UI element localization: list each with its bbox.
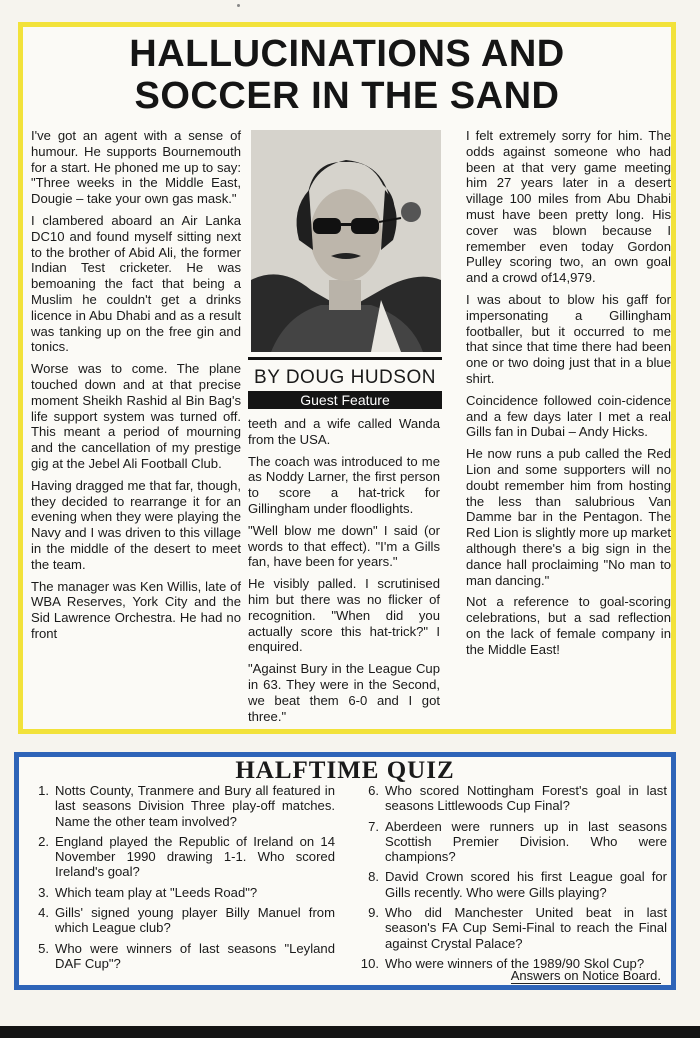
byline xyxy=(248,357,442,418)
print-speck xyxy=(237,4,240,7)
article-column-2 xyxy=(248,416,440,730)
question-text: Gills' signed young player Billy Manuel from which League club? xyxy=(55,905,335,936)
article-paragraph: I felt extremely sorry for him. The odds against someone who had been at that very game meeting him 27 years later in a desert village 100 miles from Abu Dhabi must have been pretty long. His cover was blown because I remember even today Gordon Pulley scoring two, an own goal and a crowd of14,979. xyxy=(466,128,671,286)
question-text: Who scored Nottingham Forest's goal in last seasons Littlewoods Cup Final? xyxy=(385,783,667,814)
headline xyxy=(23,33,671,117)
article-paragraph: The manager was Ken Willis, late of WBA Reserves, York City and the Sid Lawrence Orchestra. He had no front xyxy=(31,578,241,641)
article-paragraph: Having dragged me that far, though, they decided to rearrange it for an evening when they were playing the Navy and I was driven to this village in the middle of the desert to meet the team. xyxy=(31,477,241,572)
quiz-question xyxy=(25,885,335,900)
question-text: David Crown scored his first League goal for Gills recently. Who were Gills playing? xyxy=(385,869,667,900)
quiz-question xyxy=(355,783,667,814)
question-number: 9. xyxy=(368,905,379,921)
question-text: Which team play at "Leeds Road"? xyxy=(55,884,258,900)
quiz-questions-left xyxy=(25,783,335,976)
question-number: 8. xyxy=(368,869,379,885)
author-photo-illustration xyxy=(251,130,441,352)
page-bottom-edge xyxy=(0,1026,700,1038)
quiz-question xyxy=(355,905,667,951)
article-paragraph: teeth and a wife called Wanda from the USA. xyxy=(248,416,440,447)
question-number: 3. xyxy=(38,884,49,900)
question-text: Who did Manchester United beat in last season's FA Cup Semi-Final to reach the Final against Crystal Palace? xyxy=(385,905,667,951)
question-number: 6. xyxy=(368,783,379,798)
article-paragraph: He now runs a pub called the Red Lion and some supporters will no doubt remember him from hosting the less than salubrious Van Damme bar in the Pentagon. The Red Lion is slightly more up market although there's a big sign in the dance hall proclaiming "No man to man dancing." xyxy=(466,446,671,588)
quiz-box xyxy=(14,752,676,990)
quiz-question xyxy=(355,819,667,865)
article-paragraph: I clambered aboard an Air Lanka DC10 and found myself sitting next to the brother of Abid Ali, the former Indian Test cricketer. He was bemoaning the fact that being a Muslim he couldn't get a drinks licence in Abu Dhabi and as a result was tanking up on the free gin and tonics. xyxy=(31,212,241,355)
quiz-title: HALFTIME QUIZ xyxy=(235,757,455,784)
question-number: 7. xyxy=(368,818,379,834)
quiz-question xyxy=(25,941,335,972)
question-text: Who were winners of the 1989/90 Skol Cup? xyxy=(385,955,645,971)
question-text: England played the Republic of Ireland on 14 November 1990 drawing 1-1. Who scored Ireland's goal? xyxy=(55,833,335,880)
question-number: 1. xyxy=(38,783,49,798)
article-paragraph: "Against Bury in the League Cup in 63. They were in the Second, we beat them 6-0 and I got three." xyxy=(248,661,440,724)
quiz-question xyxy=(25,783,335,829)
article-column-1 xyxy=(31,128,241,648)
question-number: 4. xyxy=(38,905,49,921)
article-paragraph: Worse was to come. The plane touched down and at that precise moment Sheikh Rashid al Bin Bag's life support system was turned off. This meant a period of mourning and the cancellation of my prestige gig at the Jebel Ali Football Club. xyxy=(31,361,241,471)
article-box xyxy=(18,22,676,734)
article-column-3 xyxy=(466,128,671,664)
quiz-question xyxy=(25,834,335,880)
question-number: 2. xyxy=(38,833,49,849)
byline-author: BY DOUG HUDSON xyxy=(254,367,436,388)
byline-role-bar: Guest Feature xyxy=(248,391,442,409)
article-paragraph: The coach was introduced to me as Noddy Larner, the first person to score a hat-trick for Gillingham under floodlights. xyxy=(248,453,440,516)
headline-line-2: SOCCER IN THE SAND xyxy=(134,75,560,117)
article-paragraph: Not a reference to goal-scoring celebrations, but a sad reflection on the lack of female company in the Middle East! xyxy=(466,594,671,657)
quiz-question xyxy=(355,869,667,900)
article-paragraph: "Well blow me down" I said (or words to that effect). "I'm a Gills fan, have been for years." xyxy=(248,522,440,570)
headline-line-1: HALLUCINATIONS AND xyxy=(129,33,565,75)
question-text: Who were winners of last seasons "Leyland DAF Cup"? xyxy=(55,940,335,971)
question-number: 5. xyxy=(38,940,49,956)
article-paragraph: I was about to blow his gaff for impersonating a Gillingham footballer, but it occurred to me that since that time there had been one or two doing just that in a blue shirt. xyxy=(466,291,671,386)
article-paragraph: Coincidence followed coin-cidence and a few days later I met a real Gills fan in Dubai – Andy Hicks. xyxy=(466,392,671,440)
article-paragraph: I've got an agent with a sense of humour. He supports Bournemouth for a start. He phoned me up to say: "Three weeks in the Middle East, Dougie – take your own gas mask." xyxy=(31,128,241,207)
quiz-questions-right xyxy=(355,783,667,976)
article-paragraph: He visibly palled. I scrutinised him but there was no flicker of recognition. "When did you actually score this hat-trick?" I enquired. xyxy=(248,576,440,655)
answers-note: Answers on Notice Board. xyxy=(510,968,661,983)
author-photo xyxy=(251,130,441,352)
question-text: Aberdeen were runners up in last seasons Scottish Premier Division. Who were champions? xyxy=(385,818,667,865)
question-number: 10. xyxy=(360,955,379,971)
quiz-question xyxy=(25,905,335,936)
question-text: Notts County, Tranmere and Bury all featured in last seasons Division Three play-off matches. Name the other team involved? xyxy=(55,783,335,829)
